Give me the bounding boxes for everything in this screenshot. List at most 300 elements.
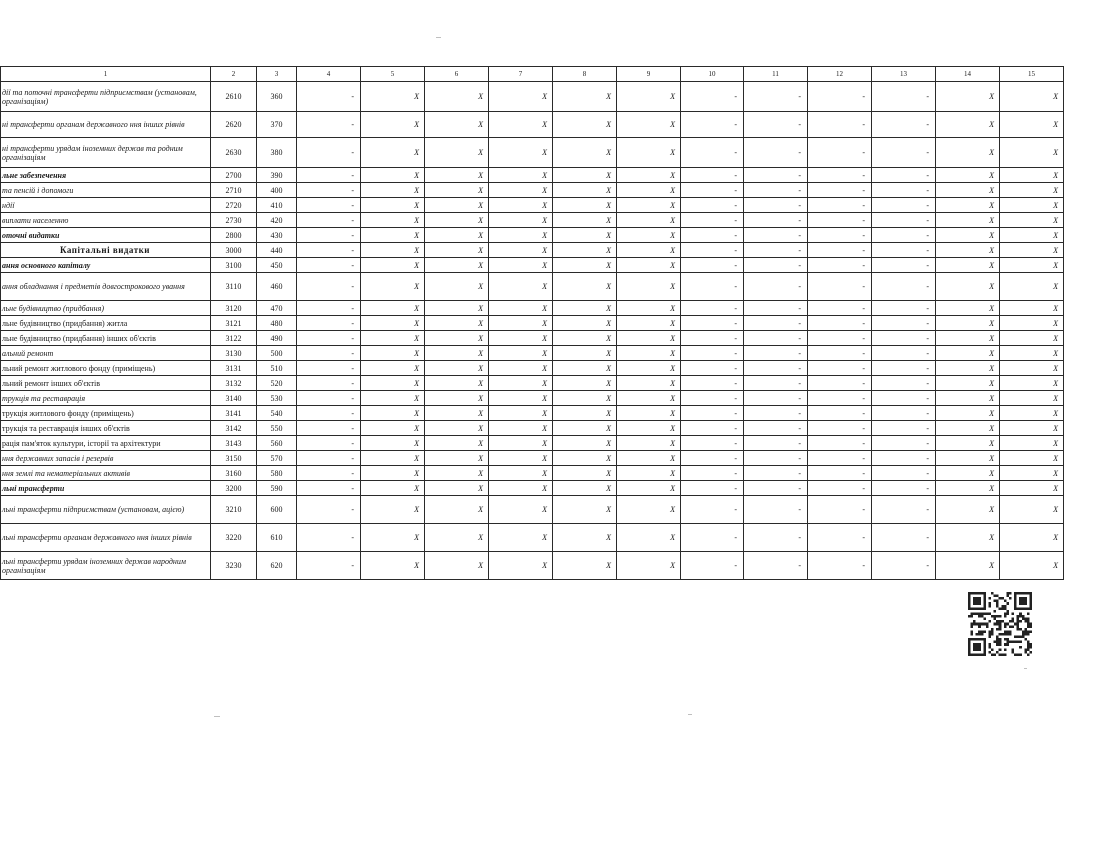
cell-dash: - xyxy=(681,138,744,168)
cell-dash: - xyxy=(808,316,872,331)
cell-dash: - xyxy=(872,198,936,213)
row-line-number: 570 xyxy=(257,451,297,466)
column-number-11: 11 xyxy=(744,67,808,82)
cell-dash: - xyxy=(872,496,936,524)
cell-x: X xyxy=(617,138,681,168)
cell-dash: - xyxy=(297,466,361,481)
row-code: 2720 xyxy=(211,198,257,213)
cell-x: X xyxy=(553,183,617,198)
cell-dash: - xyxy=(808,376,872,391)
cell-x: X xyxy=(425,213,489,228)
cell-x: X xyxy=(425,496,489,524)
table-row xyxy=(1,183,1064,198)
cell-dash: - xyxy=(681,406,744,421)
cell-dash: - xyxy=(872,138,936,168)
cell-x: X xyxy=(1000,243,1064,258)
row-name: ання обладнання і предметів довгострокового ування xyxy=(1,273,211,301)
table-row xyxy=(1,406,1064,421)
cell-dash: - xyxy=(872,243,936,258)
cell-dash: - xyxy=(297,376,361,391)
row-line-number: 550 xyxy=(257,421,297,436)
cell-x: X xyxy=(425,361,489,376)
table-row xyxy=(1,346,1064,361)
cell-x: X xyxy=(553,243,617,258)
table-row xyxy=(1,82,1064,112)
cell-x: X xyxy=(936,406,1000,421)
cell-x: X xyxy=(617,301,681,316)
table-row xyxy=(1,112,1064,138)
cell-dash: - xyxy=(681,183,744,198)
cell-x: X xyxy=(553,138,617,168)
row-line-number: 360 xyxy=(257,82,297,112)
cell-dash: - xyxy=(744,524,808,552)
row-code: 3131 xyxy=(211,361,257,376)
cell-x: X xyxy=(361,361,425,376)
cell-dash: - xyxy=(681,376,744,391)
cell-x: X xyxy=(936,421,1000,436)
row-line-number: 450 xyxy=(257,258,297,273)
row-name: ндії xyxy=(1,198,211,213)
row-code: 3132 xyxy=(211,376,257,391)
cell-dash: - xyxy=(744,301,808,316)
cell-dash: - xyxy=(681,436,744,451)
row-name: ні трансферти урядам іноземних держав та родним організаціям xyxy=(1,138,211,168)
column-number-13: 13 xyxy=(872,67,936,82)
cell-x: X xyxy=(936,168,1000,183)
cell-x: X xyxy=(489,243,553,258)
cell-dash: - xyxy=(681,198,744,213)
row-code: 3142 xyxy=(211,421,257,436)
cell-dash: - xyxy=(808,391,872,406)
cell-x: X xyxy=(553,301,617,316)
table-row xyxy=(1,552,1064,580)
cell-x: X xyxy=(553,406,617,421)
cell-dash: - xyxy=(808,183,872,198)
cell-x: X xyxy=(936,183,1000,198)
cell-x: X xyxy=(936,524,1000,552)
cell-x: X xyxy=(489,406,553,421)
row-code: 2710 xyxy=(211,183,257,198)
cell-x: X xyxy=(489,436,553,451)
cell-x: X xyxy=(553,346,617,361)
cell-x: X xyxy=(553,391,617,406)
cell-dash: - xyxy=(297,524,361,552)
cell-x: X xyxy=(936,301,1000,316)
row-line-number: 420 xyxy=(257,213,297,228)
cell-x: X xyxy=(361,436,425,451)
row-name: льне будівництво (придбання) xyxy=(1,301,211,316)
cell-x: X xyxy=(1000,524,1064,552)
cell-x: X xyxy=(936,316,1000,331)
cell-dash: - xyxy=(808,524,872,552)
cell-dash: - xyxy=(297,301,361,316)
cell-x: X xyxy=(489,258,553,273)
column-number-6: 6 xyxy=(425,67,489,82)
cell-dash: - xyxy=(808,301,872,316)
row-line-number: 500 xyxy=(257,346,297,361)
cell-dash: - xyxy=(297,112,361,138)
cell-dash: - xyxy=(744,82,808,112)
cell-dash: - xyxy=(808,361,872,376)
cell-x: X xyxy=(617,316,681,331)
cell-x: X xyxy=(553,376,617,391)
cell-dash: - xyxy=(872,228,936,243)
cell-dash: - xyxy=(872,466,936,481)
cell-dash: - xyxy=(872,406,936,421)
cell-x: X xyxy=(489,301,553,316)
cell-x: X xyxy=(553,331,617,346)
cell-x: X xyxy=(936,138,1000,168)
scan-speck xyxy=(1024,668,1027,669)
cell-dash: - xyxy=(808,273,872,301)
column-number-8: 8 xyxy=(553,67,617,82)
cell-dash: - xyxy=(808,481,872,496)
cell-x: X xyxy=(489,316,553,331)
cell-dash: - xyxy=(808,436,872,451)
header-row xyxy=(1,67,1064,82)
cell-dash: - xyxy=(808,138,872,168)
cell-dash: - xyxy=(808,228,872,243)
cell-x: X xyxy=(553,82,617,112)
row-line-number: 370 xyxy=(257,112,297,138)
cell-x: X xyxy=(617,496,681,524)
row-code: 3230 xyxy=(211,552,257,580)
cell-x: X xyxy=(489,481,553,496)
cell-x: X xyxy=(1000,376,1064,391)
row-code: 3140 xyxy=(211,391,257,406)
cell-dash: - xyxy=(297,331,361,346)
cell-x: X xyxy=(936,466,1000,481)
column-number-9: 9 xyxy=(617,67,681,82)
cell-x: X xyxy=(361,82,425,112)
cell-x: X xyxy=(1000,112,1064,138)
row-name: льні трансферти xyxy=(1,481,211,496)
cell-x: X xyxy=(553,552,617,580)
cell-dash: - xyxy=(297,213,361,228)
cell-dash: - xyxy=(297,421,361,436)
cell-x: X xyxy=(1000,316,1064,331)
row-code: 2620 xyxy=(211,112,257,138)
cell-dash: - xyxy=(744,213,808,228)
cell-dash: - xyxy=(681,481,744,496)
cell-x: X xyxy=(1000,258,1064,273)
cell-x: X xyxy=(361,301,425,316)
cell-dash: - xyxy=(681,346,744,361)
cell-x: X xyxy=(936,361,1000,376)
cell-dash: - xyxy=(297,481,361,496)
cell-x: X xyxy=(617,168,681,183)
row-code: 3160 xyxy=(211,466,257,481)
cell-dash: - xyxy=(872,376,936,391)
row-name: дії та поточні трансферти підприємствам (установам, організаціям) xyxy=(1,82,211,112)
table-row xyxy=(1,198,1064,213)
cell-x: X xyxy=(1000,391,1064,406)
cell-dash: - xyxy=(744,273,808,301)
cell-x: X xyxy=(936,391,1000,406)
table-row xyxy=(1,331,1064,346)
cell-x: X xyxy=(425,421,489,436)
row-code: 2630 xyxy=(211,138,257,168)
table-row xyxy=(1,273,1064,301)
table-row xyxy=(1,391,1064,406)
table-row xyxy=(1,258,1064,273)
cell-x: X xyxy=(489,376,553,391)
cell-dash: - xyxy=(297,316,361,331)
row-code: 3100 xyxy=(211,258,257,273)
column-number-7: 7 xyxy=(489,67,553,82)
cell-x: X xyxy=(425,436,489,451)
table-row xyxy=(1,466,1064,481)
cell-dash: - xyxy=(744,361,808,376)
row-line-number: 380 xyxy=(257,138,297,168)
cell-x: X xyxy=(1000,496,1064,524)
cell-dash: - xyxy=(681,112,744,138)
cell-dash: - xyxy=(872,168,936,183)
cell-x: X xyxy=(617,524,681,552)
cell-x: X xyxy=(489,228,553,243)
column-number-3: 3 xyxy=(257,67,297,82)
cell-dash: - xyxy=(808,168,872,183)
cell-x: X xyxy=(1000,436,1064,451)
cell-x: X xyxy=(617,406,681,421)
cell-dash: - xyxy=(808,466,872,481)
cell-x: X xyxy=(425,376,489,391)
row-name: ні трансферти органам державного ння інших рівнів xyxy=(1,112,211,138)
cell-x: X xyxy=(425,168,489,183)
cell-x: X xyxy=(617,361,681,376)
cell-x: X xyxy=(489,213,553,228)
cell-x: X xyxy=(361,112,425,138)
cell-dash: - xyxy=(808,82,872,112)
row-name: льне будівництво (придбання) житла xyxy=(1,316,211,331)
cell-x: X xyxy=(617,183,681,198)
cell-x: X xyxy=(553,168,617,183)
cell-dash: - xyxy=(681,361,744,376)
cell-x: X xyxy=(936,213,1000,228)
cell-dash: - xyxy=(808,406,872,421)
cell-dash: - xyxy=(872,436,936,451)
cell-dash: - xyxy=(808,421,872,436)
cell-x: X xyxy=(425,316,489,331)
cell-x: X xyxy=(617,391,681,406)
row-code: 2800 xyxy=(211,228,257,243)
row-line-number: 600 xyxy=(257,496,297,524)
row-line-number: 540 xyxy=(257,406,297,421)
cell-x: X xyxy=(361,273,425,301)
cell-dash: - xyxy=(744,258,808,273)
cell-x: X xyxy=(1000,213,1064,228)
cell-dash: - xyxy=(744,112,808,138)
cell-dash: - xyxy=(744,331,808,346)
table-row xyxy=(1,138,1064,168)
cell-x: X xyxy=(617,436,681,451)
cell-x: X xyxy=(425,273,489,301)
column-number-2: 2 xyxy=(211,67,257,82)
cell-dash: - xyxy=(744,421,808,436)
cell-x: X xyxy=(425,301,489,316)
table-row xyxy=(1,213,1064,228)
cell-dash: - xyxy=(297,552,361,580)
table-row xyxy=(1,496,1064,524)
cell-x: X xyxy=(425,391,489,406)
cell-x: X xyxy=(936,552,1000,580)
row-code: 3141 xyxy=(211,406,257,421)
row-name: ння державних запасів і резервів xyxy=(1,451,211,466)
scan-speck xyxy=(436,37,441,38)
table-row xyxy=(1,451,1064,466)
cell-dash: - xyxy=(744,243,808,258)
cell-dash: - xyxy=(744,183,808,198)
row-line-number: 590 xyxy=(257,481,297,496)
row-line-number: 560 xyxy=(257,436,297,451)
cell-x: X xyxy=(553,496,617,524)
cell-x: X xyxy=(617,213,681,228)
cell-dash: - xyxy=(297,243,361,258)
cell-dash: - xyxy=(808,213,872,228)
cell-dash: - xyxy=(681,552,744,580)
cell-x: X xyxy=(425,451,489,466)
budget-report-table xyxy=(0,66,1064,580)
cell-x: X xyxy=(361,451,425,466)
cell-x: X xyxy=(489,391,553,406)
cell-x: X xyxy=(489,273,553,301)
cell-dash: - xyxy=(681,331,744,346)
cell-dash: - xyxy=(297,451,361,466)
cell-dash: - xyxy=(808,331,872,346)
cell-x: X xyxy=(936,376,1000,391)
cell-dash: - xyxy=(681,258,744,273)
cell-x: X xyxy=(1000,138,1064,168)
cell-x: X xyxy=(1000,451,1064,466)
cell-x: X xyxy=(361,183,425,198)
cell-x: X xyxy=(617,451,681,466)
row-name: льні трансферти органам державного ння інших рівнів xyxy=(1,524,211,552)
cell-x: X xyxy=(936,198,1000,213)
cell-dash: - xyxy=(872,346,936,361)
cell-x: X xyxy=(617,82,681,112)
cell-dash: - xyxy=(681,524,744,552)
row-line-number: 400 xyxy=(257,183,297,198)
cell-x: X xyxy=(489,361,553,376)
cell-x: X xyxy=(489,331,553,346)
row-code: 3120 xyxy=(211,301,257,316)
cell-x: X xyxy=(489,168,553,183)
row-line-number: 440 xyxy=(257,243,297,258)
cell-x: X xyxy=(489,552,553,580)
cell-x: X xyxy=(617,243,681,258)
cell-x: X xyxy=(553,451,617,466)
cell-x: X xyxy=(1000,552,1064,580)
cell-x: X xyxy=(425,198,489,213)
column-number-1: 1 xyxy=(1,67,211,82)
row-name: оточні видатки xyxy=(1,228,211,243)
cell-x: X xyxy=(361,524,425,552)
column-number-4: 4 xyxy=(297,67,361,82)
cell-x: X xyxy=(361,552,425,580)
row-name: льне забезпечення xyxy=(1,168,211,183)
cell-x: X xyxy=(617,466,681,481)
cell-x: X xyxy=(425,524,489,552)
cell-x: X xyxy=(425,466,489,481)
scan-speck xyxy=(688,714,692,715)
row-name: альний ремонт xyxy=(1,346,211,361)
cell-x: X xyxy=(425,138,489,168)
cell-x: X xyxy=(617,198,681,213)
cell-x: X xyxy=(425,243,489,258)
cell-dash: - xyxy=(872,213,936,228)
cell-dash: - xyxy=(744,391,808,406)
cell-x: X xyxy=(425,82,489,112)
cell-dash: - xyxy=(808,112,872,138)
cell-dash: - xyxy=(744,316,808,331)
cell-x: X xyxy=(361,391,425,406)
column-number-14: 14 xyxy=(936,67,1000,82)
cell-x: X xyxy=(1000,183,1064,198)
cell-dash: - xyxy=(297,82,361,112)
cell-dash: - xyxy=(681,168,744,183)
column-number-15: 15 xyxy=(1000,67,1064,82)
column-number-5: 5 xyxy=(361,67,425,82)
column-number-12: 12 xyxy=(808,67,872,82)
cell-dash: - xyxy=(744,346,808,361)
cell-x: X xyxy=(361,316,425,331)
cell-dash: - xyxy=(744,198,808,213)
row-name: трукція житлового фонду (приміщень) xyxy=(1,406,211,421)
row-name: трукція та реставрація інших об'єктів xyxy=(1,421,211,436)
row-code: 3150 xyxy=(211,451,257,466)
cell-x: X xyxy=(936,496,1000,524)
cell-dash: - xyxy=(297,258,361,273)
cell-dash: - xyxy=(297,138,361,168)
table-row xyxy=(1,361,1064,376)
row-name: та пенсій і допомоги xyxy=(1,183,211,198)
row-line-number: 460 xyxy=(257,273,297,301)
cell-x: X xyxy=(617,112,681,138)
cell-x: X xyxy=(1000,331,1064,346)
cell-x: X xyxy=(936,228,1000,243)
cell-dash: - xyxy=(808,243,872,258)
cell-dash: - xyxy=(681,496,744,524)
cell-x: X xyxy=(425,406,489,421)
cell-x: X xyxy=(361,406,425,421)
cell-dash: - xyxy=(872,258,936,273)
cell-x: X xyxy=(1000,198,1064,213)
column-number-10: 10 xyxy=(681,67,744,82)
cell-dash: - xyxy=(808,496,872,524)
cell-dash: - xyxy=(681,316,744,331)
table-row xyxy=(1,243,1064,258)
cell-x: X xyxy=(1000,361,1064,376)
cell-dash: - xyxy=(808,346,872,361)
cell-dash: - xyxy=(808,258,872,273)
row-code: 3000 xyxy=(211,243,257,258)
cell-x: X xyxy=(361,331,425,346)
cell-dash: - xyxy=(872,524,936,552)
table-row xyxy=(1,316,1064,331)
cell-dash: - xyxy=(808,198,872,213)
cell-x: X xyxy=(553,316,617,331)
cell-x: X xyxy=(425,228,489,243)
cell-dash: - xyxy=(297,346,361,361)
row-name: льне будівництво (придбання) інших об'єктів xyxy=(1,331,211,346)
cell-x: X xyxy=(553,466,617,481)
row-code: 3122 xyxy=(211,331,257,346)
cell-x: X xyxy=(489,496,553,524)
row-code: 3143 xyxy=(211,436,257,451)
cell-dash: - xyxy=(808,451,872,466)
cell-dash: - xyxy=(872,331,936,346)
cell-x: X xyxy=(617,552,681,580)
